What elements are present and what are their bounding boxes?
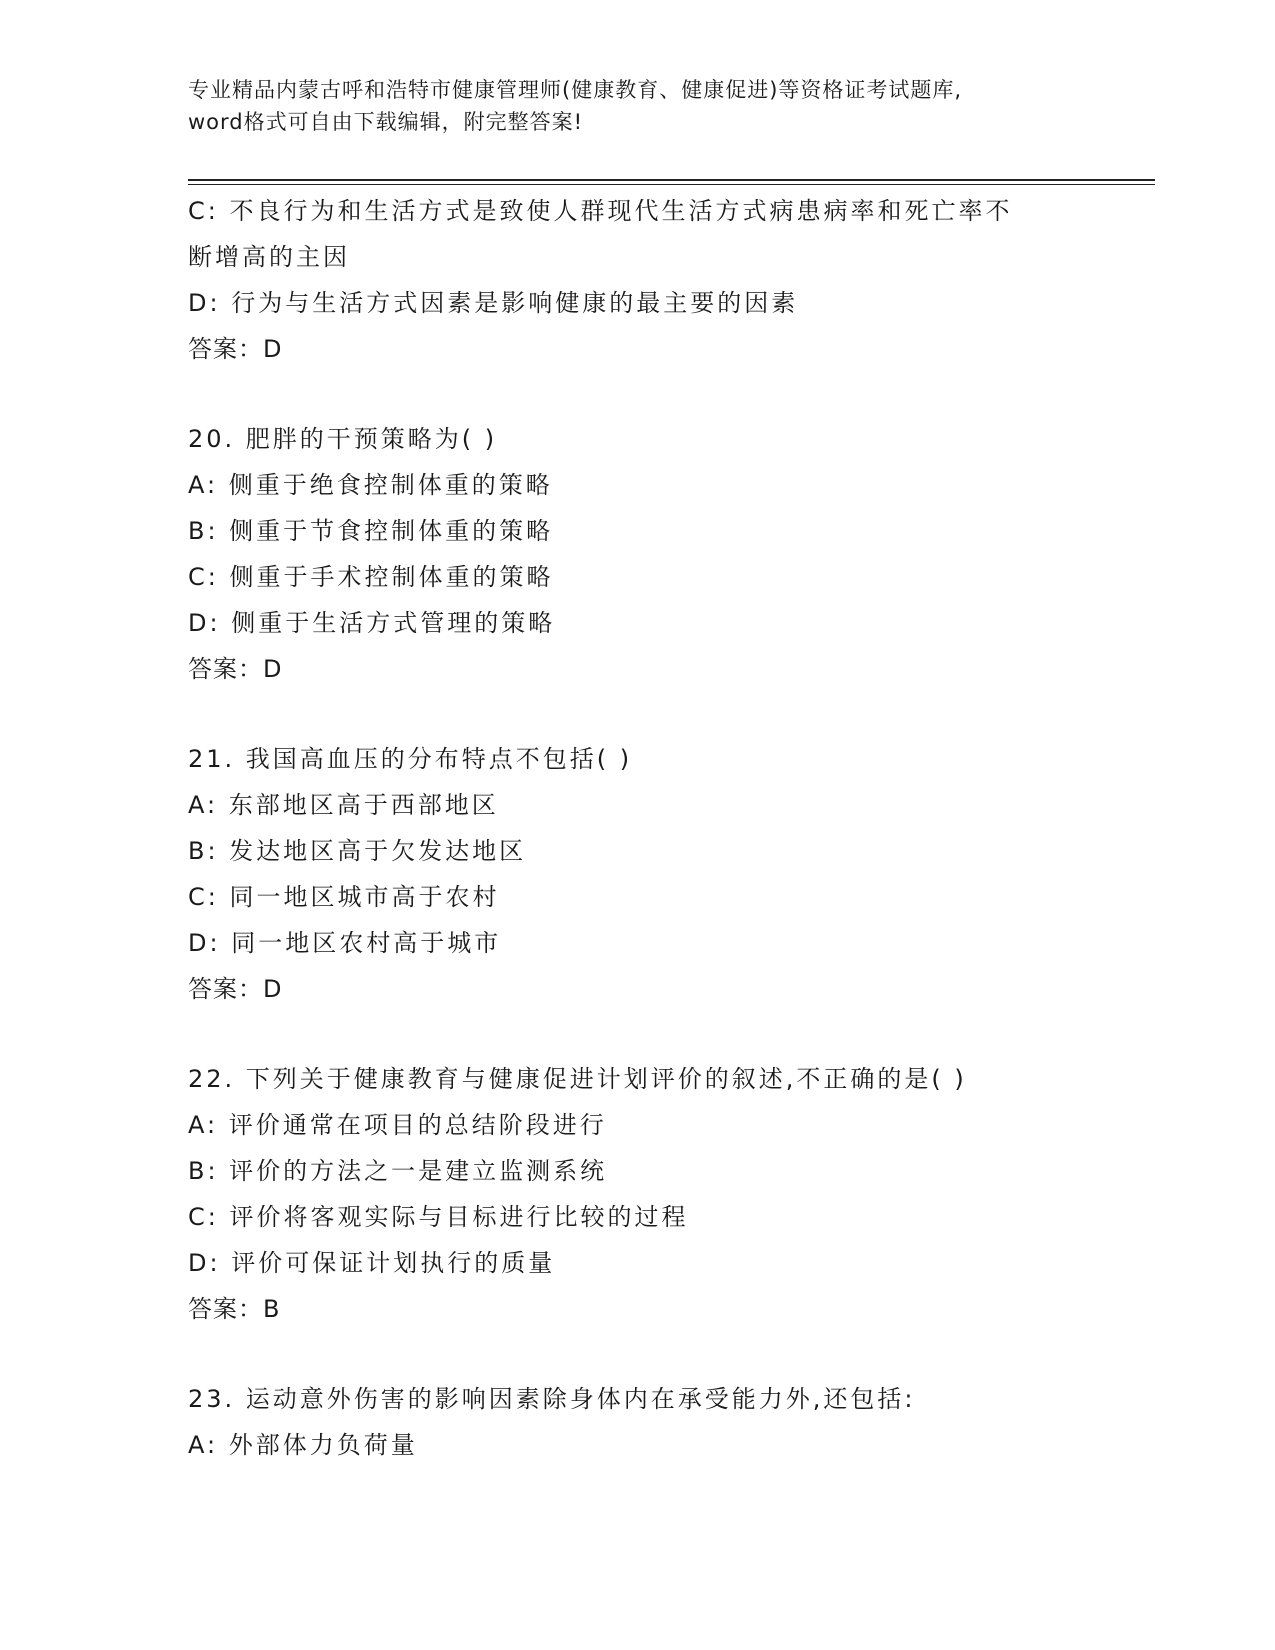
question-20 — [188, 416, 1088, 692]
document-header — [188, 74, 1088, 138]
question-22 — [188, 1056, 1088, 1332]
header-line-1: 专业精品内蒙古呼和浩特市健康管理师(健康教育、健康促进)等资格证考试题库, — [188, 78, 963, 102]
question-text: 20. 肥胖的干预策略为( ) — [188, 425, 498, 453]
header-divider-thick — [188, 179, 1155, 181]
question-text: 22. 下列关于健康教育与健康促进计划评价的叙述,不正确的是( ) — [188, 1065, 967, 1093]
question-19 — [188, 188, 1088, 372]
option-a: A: 侧重于绝食控制体重的策略 — [188, 471, 553, 499]
header-divider-thin — [188, 184, 1155, 185]
option-a: A: 外部体力负荷量 — [188, 1431, 418, 1459]
spacer — [188, 372, 1088, 416]
option-c: C: 评价将客观实际与目标进行比较的过程 — [188, 1203, 689, 1231]
option-b: B: 评价的方法之一是建立监测系统 — [188, 1157, 608, 1185]
option-d: D: 同一地区农村高于城市 — [188, 929, 502, 957]
option-a: A: 评价通常在项目的总结阶段进行 — [188, 1111, 607, 1139]
option-d: D: 评价可保证计划执行的质量 — [188, 1249, 556, 1277]
question-list — [188, 188, 1088, 1468]
option-c-line-2: 断增高的主因 — [188, 243, 350, 271]
option-c-line-1: C: 不良行为和生活方式是致使人群现代生活方式病患病率和死亡率不 — [188, 197, 1013, 225]
header-line-2: word格式可自由下载编辑，附完整答案! — [188, 110, 584, 134]
answer: 答案：D — [188, 975, 283, 1003]
option-d: D: 行为与生活方式因素是影响健康的最主要的因素 — [188, 289, 799, 317]
option-c: C: 侧重于手术控制体重的策略 — [188, 563, 554, 591]
answer: 答案：D — [188, 335, 283, 363]
answer: 答案：D — [188, 655, 283, 683]
question-21 — [188, 736, 1088, 1012]
answer: 答案：B — [188, 1295, 281, 1323]
spacer — [188, 1332, 1088, 1376]
question-text: 23. 运动意外伤害的影响因素除身体内在承受能力外,还包括: — [188, 1385, 916, 1413]
option-a: A: 东部地区高于西部地区 — [188, 791, 499, 819]
spacer — [188, 1012, 1088, 1056]
question-text: 21. 我国高血压的分布特点不包括( ) — [188, 745, 633, 773]
option-d: D: 侧重于生活方式管理的策略 — [188, 609, 556, 637]
option-b: B: 侧重于节食控制体重的策略 — [188, 517, 554, 545]
option-c: C: 同一地区城市高于农村 — [188, 883, 500, 911]
question-23 — [188, 1376, 1088, 1468]
spacer — [188, 692, 1088, 736]
option-b: B: 发达地区高于欠发达地区 — [188, 837, 527, 865]
